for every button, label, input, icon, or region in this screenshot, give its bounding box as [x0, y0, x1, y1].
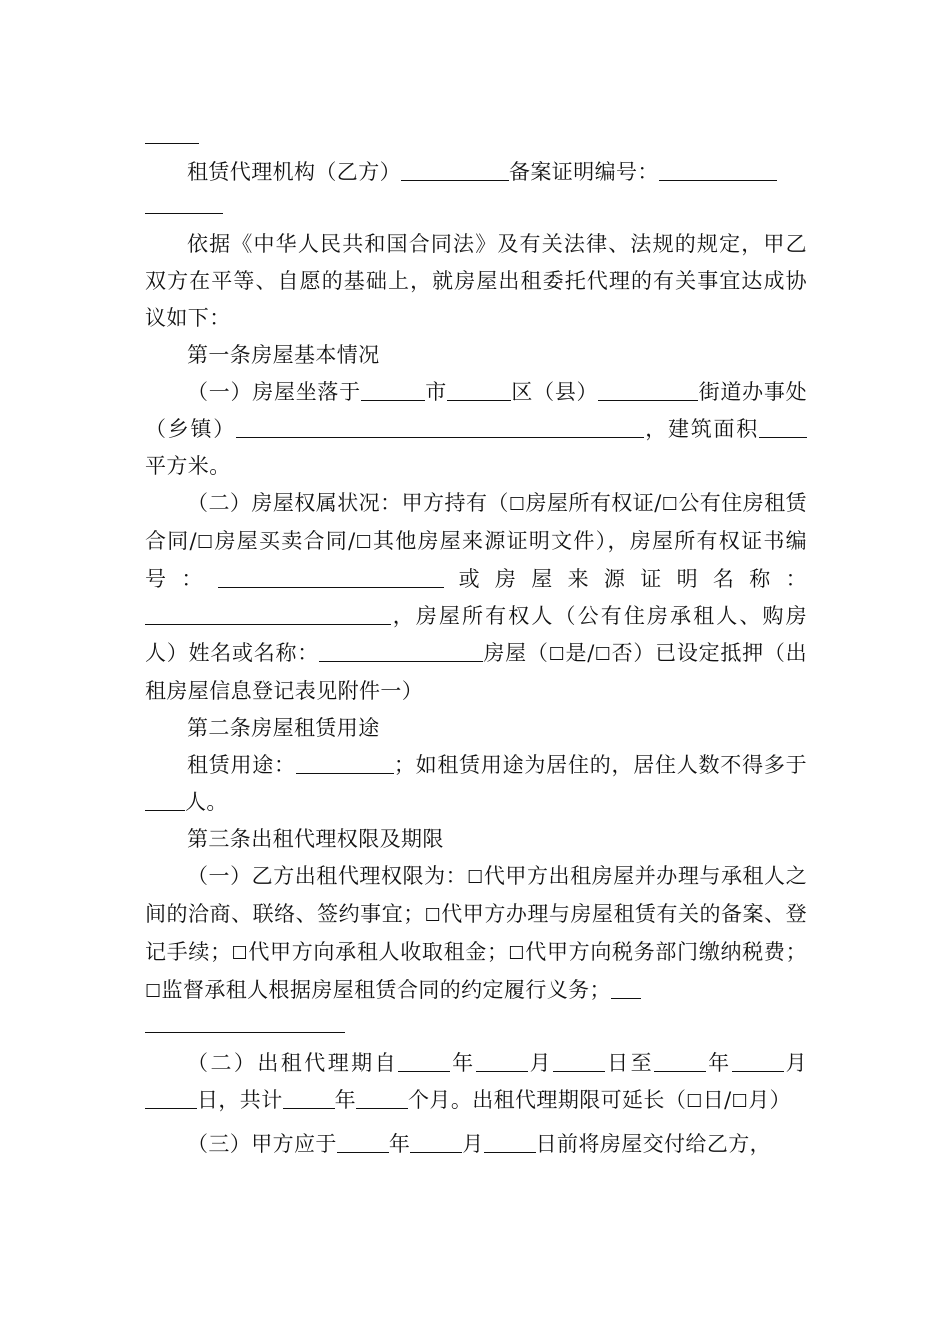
checkbox-mortgage-yes[interactable]: ☐: [548, 644, 566, 665]
record-no-label: 备案证明编号：: [509, 160, 659, 184]
checkbox-extend-day[interactable]: ☐: [686, 1091, 703, 1112]
option-label: 公有住房租赁合同/: [145, 491, 807, 553]
scope-paragraph: [145, 858, 807, 1033]
period-paragraph: [145, 1045, 807, 1120]
start-month-field[interactable]: [476, 1049, 528, 1072]
scope-option: 代甲方出租房屋并办理与承租人之间的洽商、联络、签约事宜；: [145, 864, 807, 926]
end-day-field[interactable]: [145, 1086, 197, 1109]
leftover-blank-line: [145, 117, 807, 154]
checkbox-mortgage-no[interactable]: ☐: [594, 644, 612, 665]
day-to-label: 日至: [605, 1051, 655, 1075]
extension-label: 个月。出租代理期限可延长（: [408, 1088, 687, 1112]
checkbox-scope-2[interactable]: ☐: [424, 905, 442, 926]
source-name-field[interactable]: [145, 602, 391, 625]
year-label: 年: [388, 1132, 411, 1156]
agency-name-field[interactable]: [401, 158, 509, 181]
occupancy-unit: 人。: [185, 790, 228, 814]
option-label: 日/: [702, 1088, 732, 1112]
checkbox-scope-4[interactable]: ☐: [508, 943, 525, 964]
area-field[interactable]: [759, 415, 807, 438]
option-label: 其他房屋来源证明文件），房屋所有权证书编号：: [145, 529, 808, 591]
ownership-label: （二）房屋权属状况：甲方持有（: [187, 491, 509, 515]
scope-label: （一）乙方出租代理权限为：: [187, 864, 468, 888]
location-label: （一）房屋坐落于: [187, 380, 361, 404]
total-label: 日，共计: [197, 1088, 283, 1112]
source-label: 或房屋来源证明名称：: [443, 567, 807, 591]
district-field[interactable]: [447, 378, 511, 401]
scope-option: 代甲方向税务部门缴纳税费；: [524, 940, 807, 964]
option-label: 是/: [565, 641, 595, 665]
street-label: 街道办事处（乡镇）: [145, 380, 807, 441]
total-months-field[interactable]: [356, 1086, 408, 1109]
year-label: 年: [450, 1051, 476, 1075]
scope-option: 代甲方办理与房屋租赁有关的备案、登记手续；: [145, 902, 807, 964]
address-field[interactable]: [236, 415, 644, 438]
usage-label: 租赁用途：: [187, 753, 296, 777]
mortgage-label: 房屋（: [482, 641, 549, 665]
scope-option: 监督承租人根据房屋租赁合同的约定履行义务；: [161, 978, 611, 1002]
district-label: 区（县）: [511, 380, 599, 404]
checkbox-ownership-cert[interactable]: ☐: [508, 494, 526, 515]
delivery-day-field[interactable]: [484, 1130, 536, 1153]
intro-paragraph: 依据《中华人民共和国合同法》及有关法律、法规的规定，甲乙双方在平等、自愿的基础上，就房屋出租委托代理的有关事宜达成协议如下：: [145, 232, 807, 330]
start-year-field[interactable]: [398, 1049, 450, 1072]
period-label: （二）出租代理期自: [187, 1051, 399, 1075]
agency-label: 租赁代理机构（乙方）: [187, 160, 401, 184]
delivery-suffix: 日前将房屋交付给乙方，: [535, 1132, 772, 1156]
year-label: 年: [334, 1088, 357, 1112]
month-label: 月: [462, 1132, 484, 1156]
occupancy-field[interactable]: [145, 788, 185, 811]
option-label: 月）: [748, 1088, 792, 1112]
month-label: 月: [527, 1051, 554, 1075]
blank-field[interactable]: [145, 121, 199, 144]
record-no-field[interactable]: [659, 158, 777, 181]
total-years-field[interactable]: [283, 1086, 335, 1109]
checkbox-scope-5[interactable]: ☐: [145, 981, 162, 1002]
location-paragraph: [145, 374, 807, 485]
street-field[interactable]: [598, 378, 698, 401]
checkbox-scope-1[interactable]: ☐: [467, 867, 484, 888]
article-1-title: 第一条房屋基本情况: [187, 343, 380, 367]
end-month-field[interactable]: [732, 1049, 784, 1072]
checkbox-extend-month[interactable]: ☐: [731, 1091, 749, 1112]
start-day-field[interactable]: [553, 1049, 605, 1072]
ownership-paragraph: [145, 485, 807, 710]
area-unit: 平方米。: [145, 454, 231, 478]
occupancy-label: ；如租赁用途为居住的，居住人数不得多于: [393, 753, 807, 777]
scope-other-field[interactable]: [611, 976, 641, 999]
article-2-title: 第二条房屋租赁用途: [187, 716, 380, 740]
option-label: 房屋所有权证/: [525, 491, 662, 515]
end-year-field[interactable]: [654, 1049, 706, 1072]
cert-no-field[interactable]: [218, 565, 444, 588]
checkbox-other-source[interactable]: ☐: [355, 532, 373, 553]
checkbox-public-housing[interactable]: ☐: [661, 494, 679, 515]
option-label: 否）已设定抵押（出租房屋信息登记表见附件一）: [145, 641, 807, 703]
city-field[interactable]: [361, 378, 425, 401]
month-label: 月: [783, 1051, 808, 1075]
usage-field[interactable]: [296, 751, 394, 774]
owner-label: ，房屋所有权人（公有住房承租人、购房人）姓名或名称：: [145, 604, 807, 665]
checkbox-scope-3[interactable]: ☐: [231, 943, 249, 964]
contract-body: [145, 117, 807, 1163]
owner-name-field[interactable]: [319, 639, 483, 662]
area-label: ，建筑面积: [643, 417, 760, 441]
delivery-paragraph: [145, 1126, 807, 1163]
article-3-title: 第三条出租代理权限及期限: [187, 827, 444, 851]
scope-other-field-cont[interactable]: [145, 1010, 345, 1033]
year-label: 年: [706, 1051, 732, 1075]
scope-option: 代甲方向承租人收取租金；: [248, 940, 509, 964]
delivery-year-field[interactable]: [337, 1130, 389, 1153]
record-no-field-cont[interactable]: [145, 191, 223, 214]
delivery-month-field[interactable]: [410, 1130, 462, 1153]
usage-paragraph: [145, 747, 807, 821]
checkbox-purchase-contract[interactable]: ☐: [197, 532, 214, 553]
agency-paragraph: [145, 154, 807, 214]
delivery-label: （三）甲方应于: [187, 1132, 337, 1156]
city-label: 市: [424, 380, 447, 404]
option-label: 房屋买卖合同/: [213, 529, 356, 553]
